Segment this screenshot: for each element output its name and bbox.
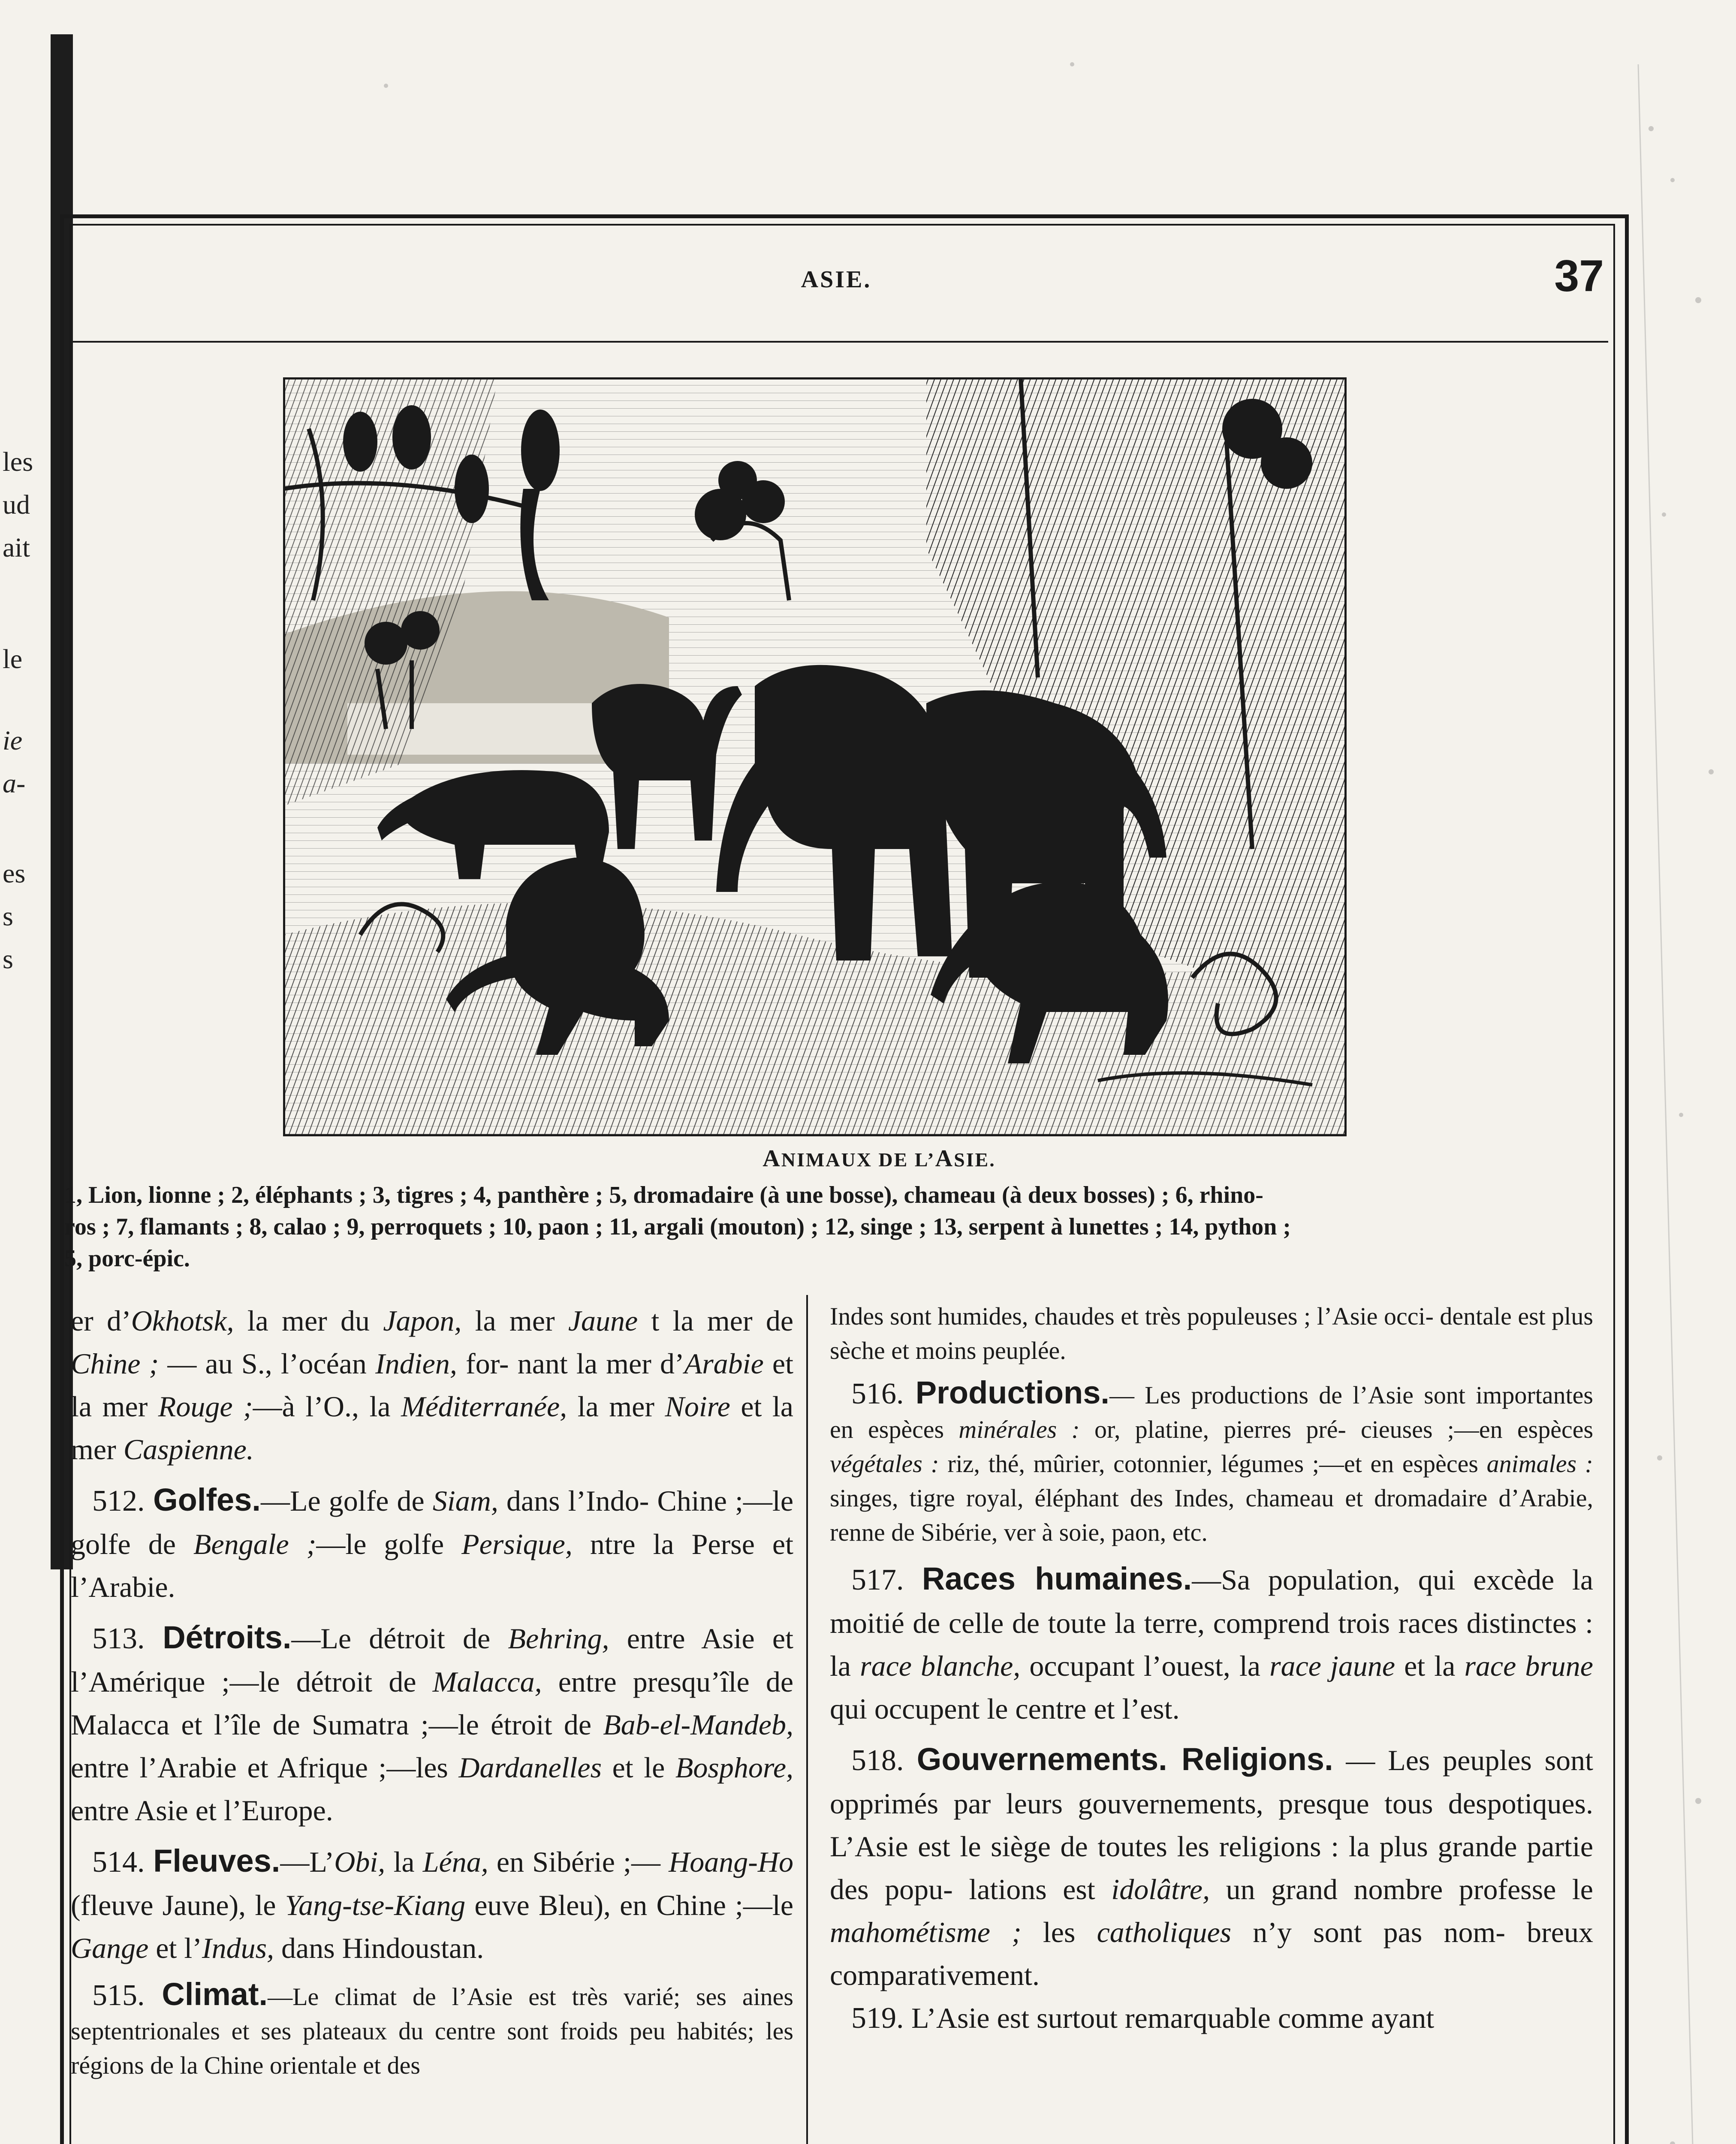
section-heading: Fleuves. [153,1843,280,1879]
animals-of-asia-engraving [283,377,1347,1136]
margin-fragment: ait [3,532,30,563]
legend-line: 1, Lion, lionne ; 2, éléphants ; 3, tigres ; 4, panthère ; 5, dromadaire (à une bosse), chameau (à deux bosses) ; 6, rhino- [64,1182,1263,1208]
paragraph-511: er d’Okhotsk, la mer du Japon, la mer Jaune t la mer de Chine ; — au S., l’océan Indien, for- nant la mer d’Arabie et la mer Rouge ;—à l’O., la Méditerranée, la mer Noire et la mer Caspienne. [71,1304,794,1466]
paragraph-519: 519. L’Asie est surtout remarquable comme ayant [851,2002,1435,2035]
header-rule [73,341,1608,343]
margin-fragment: s [3,901,13,931]
section-heading: Races humaines. [922,1561,1192,1596]
section-heading: Climat. [162,1976,268,2012]
caption-initial: A [763,1145,781,1172]
column-rule [806,1295,808,2144]
section-heading: Golfes. [153,1482,261,1518]
paragraph-512: 512. Golfes.—Le golfe de Siam, dans l’Indo- Chine ;—le golfe de Bengale ;—le golfe Persique, ntre la Perse et l’Arabie. [71,1482,794,1603]
paragraph-517: 517. Races humaines.—Sa population, qui excède la moitié de celle de toute la terre, comprend trois races distinctes : la race blanche, occupant l’ouest, la race jaune et la race brune qui occupent le centre et l’est. [830,1561,1593,1725]
section-heading: Productions. [915,1375,1109,1410]
margin-fragment: ie [3,725,23,756]
figure-caption [600,1145,1158,1172]
margin-fragment: es [3,858,26,888]
legend-line: ros ; 7, flamants ; 8, calao ; 9, perroquets ; 10, paon ; 11, argali (mouton) ; 12, singe ; 13, serpent à lunettes ; 14, python ; [64,1214,1291,1240]
paragraph-515: 515. Climat.—Le climat de l’Asie est très varié; ses aines septentrionales et ses plateaux du centre sont froids peu habités; les régions de la Chine orientale et des [71,1976,793,2079]
paragraph-513: 513. Détroits.—Le détroit de Behring, entre Asie et l’Amérique ;—le détroit de Malacca, entre presqu’île de Malacca et l’île de Sumatra ;—le étroit de Bab-el-Mandeb, entre l’Arabie et Afrique ;—les Dardanelles et le Bosphore, entre Asie et l’Europe. [71,1620,794,1827]
legend-line: 5, porc-épic. [64,1245,190,1272]
paragraph-518: 518. Gouvernements. Religions. — Les peuples sont opprimés par leurs gouvernements, presque tous despotiques. L’Asie est le siège de toutes les religions : la plus grande partie des popu- lations est idolâtre, un grand nombre professe le mahométisme ; les catholiques n’y sont pas nom- breux comparativement. [830,1741,1593,1991]
margin-fragment: le [3,644,23,674]
page-number: 37 [1554,251,1604,301]
caption-initial: A [935,1145,954,1172]
section-heading: Gouvernements. Religions. [916,1741,1333,1777]
margin-fragment: ud [3,489,30,520]
paragraph-514: 514. Fleuves.—L’Obi, la Léna, en Sibérie ;— Hoang-Ho (fleuve Jaune), le Yang-tse-Kiang euve Bleu), en Chine ;—le Gange et l’Indus, dans Hindoustan. [71,1843,794,1964]
left-column [71,1299,793,2083]
figure-legend [64,1179,1591,1274]
right-column [830,1299,1593,2040]
section-heading: Détroits. [163,1620,292,1655]
margin-fragment: a- [3,768,26,798]
margin-fragment: s [3,944,13,974]
paragraph-516: 516. Productions.— Les productions de l’Asie sont importantes en espèces minérales : or, platine, pierres pré- cieuses ;—en espèces végétales : riz, thé, mûrier, cotonnier, légumes ;—et en espèces animales : singes, tigre royal, éléphant des Indes, chameau et dromadaire d’Arabie, renne de Sibérie, ver à soie, paon, etc. [830,1375,1594,1546]
caption-text: SIE. [954,1149,996,1171]
running-head: ASIE. [801,266,872,293]
paragraph-515-continued: Indes sont humides, chaudes et très populeuses ; l’Asie occi- dentale est plus sèche et moins peuplée. [830,1302,1593,1364]
margin-fragment: les [3,446,33,477]
adjacent-page-fragments [0,446,51,1003]
caption-text: NIMAUX DE L’ [781,1149,935,1171]
